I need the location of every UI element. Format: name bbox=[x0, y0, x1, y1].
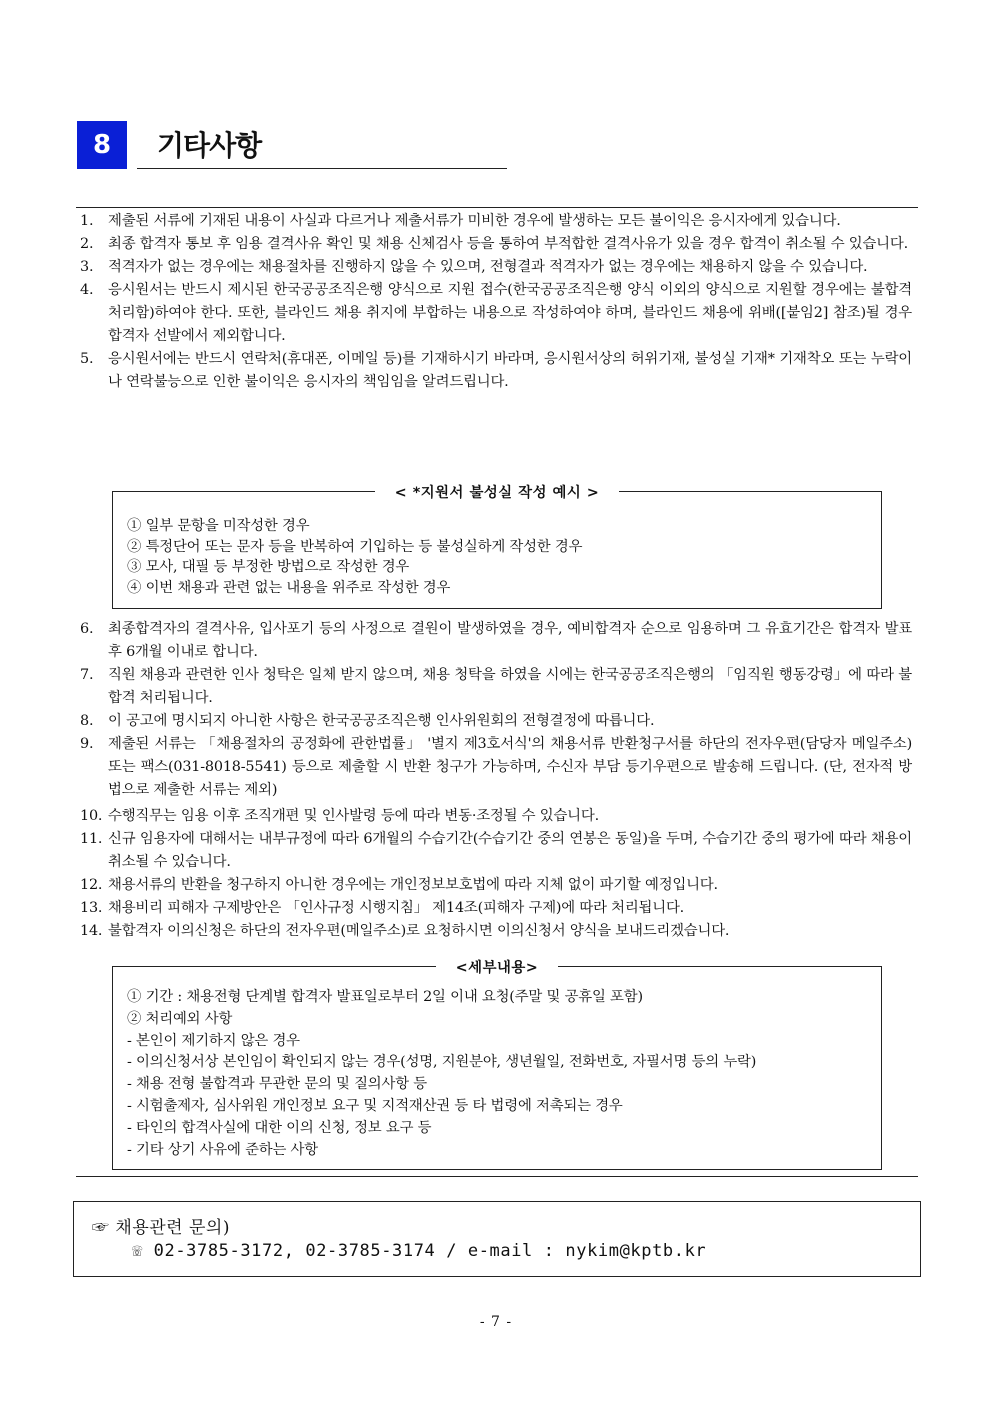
box-title: <세부내용> bbox=[436, 960, 559, 976]
box-title: < *지원서 불성실 작성 예시 > bbox=[375, 485, 620, 501]
box-line: ① 일부 문항을 미작성한 경우 bbox=[127, 518, 310, 534]
box-line: ② 특정단어 또는 문자 등을 반복하여 기입하는 등 불성실하게 작성한 경우 bbox=[127, 538, 583, 555]
list-item: 3. 적격자가 없는 경우에는 채용절차를 진행하지 않을 수 있으며, 전형결과 적격자가 없는 경우에는 채용하지 않을 수 있습니다. bbox=[80, 259, 868, 275]
list-item: 11. 신규 임용자에 대해서는 내부규정에 따라 6개월의 수습기간(수습기간 중의 연봉은 동일)을 두며, 수습기간 중의 평가에 따라 채용이 취소될 수 있습니다. bbox=[80, 831, 912, 870]
appeal-details-box bbox=[112, 960, 882, 1170]
box-line: - 기타 상기 사유에 준하는 사항 bbox=[127, 1141, 318, 1158]
contact-label: ☞ 채용관련 문의) bbox=[92, 1218, 230, 1238]
box-line: - 채용 전형 불합격과 무관한 문의 및 질의사항 등 bbox=[127, 1076, 427, 1093]
insincere-examples-box bbox=[112, 485, 882, 609]
box-line: ④ 이번 채용과 관련 없는 내용을 위주로 작성한 경우 bbox=[127, 579, 451, 596]
box-line: ① 기간 : 채용전형 단계별 합격자 발표일로부터 2일 이내 요청(주말 및 공휴일 포함) bbox=[127, 989, 643, 1005]
title-underline bbox=[137, 168, 507, 169]
notice-list-c bbox=[80, 805, 912, 943]
list-item: 13. 채용비리 피해자 구제방안은 「인사규정 시행지침」 제14조(피해자 구제)에 따라 처리됩니다. bbox=[80, 900, 685, 916]
notice-list-b bbox=[80, 618, 912, 802]
top-divider bbox=[76, 207, 918, 208]
list-item: 14. 불합격자 이의신청은 하단의 전자우편(메일주소)로 요청하시면 이의신청서 양식을 보내드리겠습니다. bbox=[80, 923, 730, 939]
list-item: 4. 응시원서는 반드시 제시된 한국공공조직은행 양식으로 지원 접수(한국공공조직은행 양식 이외의 양식으로 지원할 경우에는 불합격 처리함)하여야 한다. 또한, 블라인드 채용 취지에 부합하는 내용으로 작성하여야 하며, 블라인드 채용에 위배([붙임2] 참조)될 경우 합격자 선발에서 제외합니다. bbox=[80, 282, 912, 344]
section-number-badge: 8 bbox=[77, 121, 127, 169]
box-line: - 이의신청서상 본인임이 확인되지 않는 경우(성명, 지원분야, 생년월일, 전화번호, 자필서명 등의 누락) bbox=[127, 1054, 757, 1071]
list-item: 9. 제출된 서류는 「채용절차의 공정화에 관한법률」 '별지 제3호서식'의 채용서류 반환청구서를 하단의 전자우편(담당자 메일주소) 또는 팩스(031-8018-5541) 등으로 제출할 시 반환 청구가 가능하며, 수신자 부담 등기우편으로 발송해 드립니다. (단, 전자적 방법으로 제출한 서류는 제외) bbox=[80, 736, 912, 798]
notice-list-a bbox=[80, 210, 912, 394]
box-line: - 본인이 제기하지 않은 경우 bbox=[127, 1032, 300, 1049]
list-item: 7. 직원 채용과 관련한 인사 청탁은 일체 받지 않으며, 채용 청탁을 하였을 시에는 한국공공조직은행의 「임직원 행동강령」에 따라 불합격 처리됩니다. bbox=[80, 667, 912, 706]
box-line: ② 처리예외 사항 bbox=[127, 1010, 233, 1027]
box-line: ③ 모사, 대필 등 부정한 방법으로 작성한 경우 bbox=[127, 559, 410, 575]
contact-box bbox=[73, 1201, 921, 1277]
page-number: - 7 - bbox=[479, 1314, 513, 1330]
list-item: 10. 수행직무는 임용 이후 조직개편 및 인사발령 등에 따라 변동·조정될 수 있습니다. bbox=[80, 808, 599, 824]
list-item: 2. 최종 합격자 통보 후 임용 결격사유 확인 및 채용 신체검사 등을 통하여 부적합한 결격사유가 있을 경우 합격이 취소될 수 있습니다. bbox=[80, 236, 908, 252]
list-item: 1. 제출된 서류에 기재된 내용이 사실과 다르거나 제출서류가 미비한 경우에 발생하는 모든 불이익은 응시자에게 있습니다. bbox=[80, 213, 841, 229]
box-line: - 타인의 합격사실에 대한 이의 신청, 정보 요구 등 bbox=[127, 1119, 432, 1136]
section-title: 기타사항 bbox=[157, 129, 262, 162]
list-item: 6. 최종합격자의 결격사유, 입사포기 등의 사정으로 결원이 발생하였을 경우, 예비합격자 순으로 임용하며 그 유효기간은 합격자 발표 후 6개월 이내로 합니다. bbox=[80, 621, 912, 660]
box-line: - 시험출제자, 심사위원 개인정보 요구 및 지적재산권 등 타 법령에 저촉되는 경우 bbox=[127, 1097, 623, 1114]
list-item: 8. 이 공고에 명시되지 아니한 사항은 한국공공조직은행 인사위원회의 전형결정에 따릅니다. bbox=[80, 713, 655, 729]
list-item: 12. 채용서류의 반환을 청구하지 아니한 경우에는 개인정보보호법에 따라 지체 없이 파기할 예정입니다. bbox=[80, 877, 718, 893]
list-item: 5. 응시원서에는 반드시 연락처(휴대폰, 이메일 등)를 기재하시기 바라며, 응시원서상의 허위기재, 불성실 기재* 기재착오 또는 누락이나 연락불능으로 인한 불이익은 응시자의 책임임을 알려드립니다. bbox=[80, 351, 912, 390]
contact-phone-email: ☏ 02-3785-3172, 02-3785-3174 / e-mail : nykim@kptb.kr bbox=[132, 1241, 707, 1261]
bottom-divider bbox=[76, 1176, 918, 1177]
